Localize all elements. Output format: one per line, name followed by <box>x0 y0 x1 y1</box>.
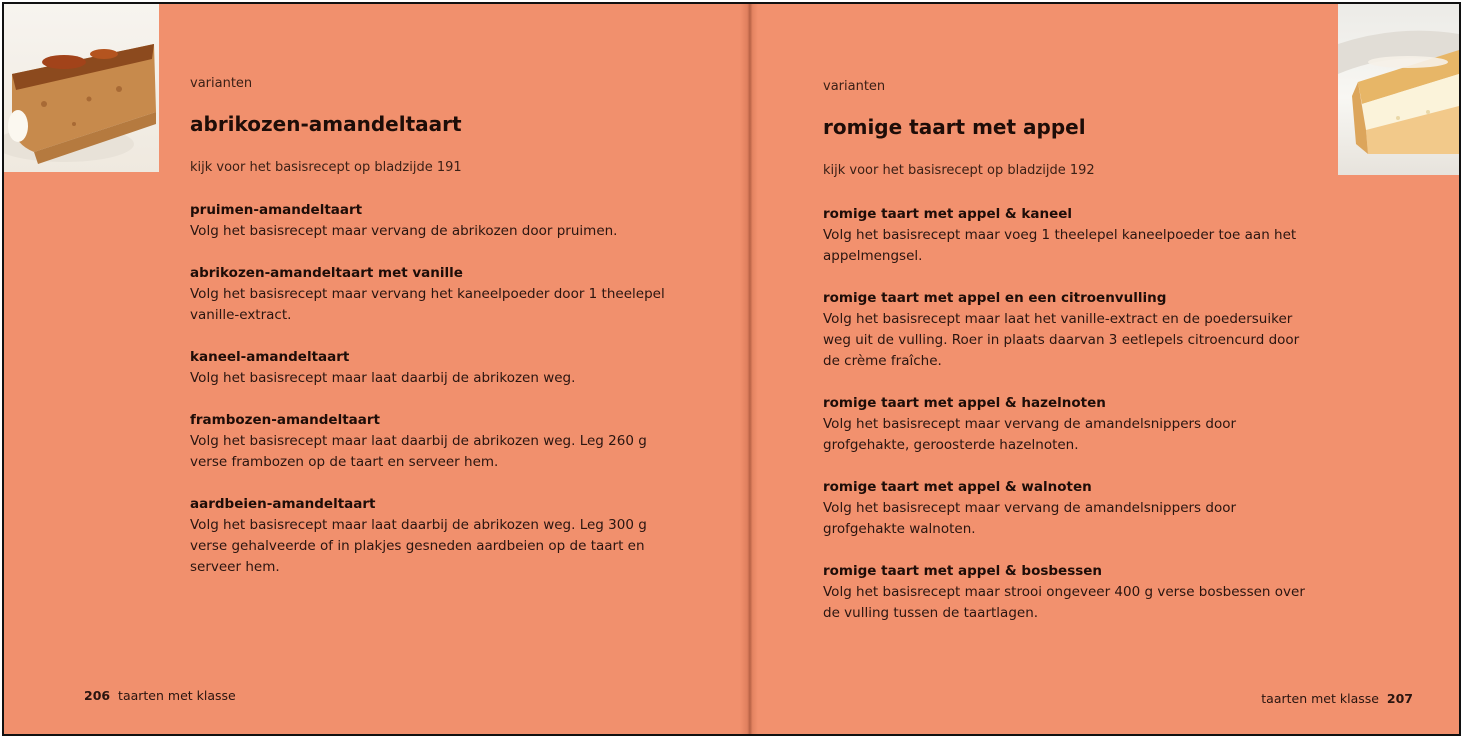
right-page-title: romige taart met appel <box>823 115 1086 139</box>
left-footer <box>84 688 236 703</box>
variant-title: romige taart met appel & hazelnoten <box>823 395 1106 411</box>
variant-title: romige taart met appel & kaneel <box>823 206 1073 222</box>
left-section-name: taarten met klasse <box>118 688 236 703</box>
variant-title: frambozen-amandeltaart <box>190 412 381 428</box>
right-variant-1 <box>823 204 1308 267</box>
right-variant-4 <box>823 477 1308 540</box>
variant-text: Volg het basisrecept maar laat daarbij de abrikozen weg. Leg 300 g verse gehalveerde of in plakjes gesneden aardbeien op de taart en serveer hem. <box>190 517 647 575</box>
right-variant-2 <box>823 288 1308 372</box>
right-page <box>748 4 1459 734</box>
tart-slice-image <box>4 4 159 172</box>
variant-title: abrikozen-amandeltaart met vanille <box>190 265 463 281</box>
left-eyebrow: varianten <box>190 76 253 91</box>
right-reference: kijk voor het basisrecept op bladzijde 192 <box>823 163 1095 178</box>
right-variant-5 <box>823 561 1308 624</box>
left-page-title: abrikozen-amandeltaart <box>190 112 462 136</box>
variant-title: romige taart met appel & bosbessen <box>823 563 1103 579</box>
variant-text: Volg het basisrecept maar laat het vanille-extract en de poedersuiker weg uit de vulling. Roer in plaats daarvan 3 eetlepels citroencurd door de crème fraîche. <box>823 311 1300 369</box>
left-page-number: 206 <box>84 688 111 703</box>
apricot-almond-tart-photo <box>4 4 159 172</box>
right-page-number: 207 <box>1386 691 1413 706</box>
variant-text: Volg het basisrecept maar vervang de amandelsnippers door grofgehakte walnoten. <box>823 500 1237 537</box>
variant-text: Volg het basisrecept maar voeg 1 theelepel kaneelpoeder toe aan het appelmengsel. <box>823 227 1297 264</box>
variant-title: aardbeien-amandeltaart <box>190 496 376 512</box>
left-page <box>4 4 748 734</box>
cream-apple-tart-photo <box>1338 4 1459 175</box>
right-section-name: taarten met klasse <box>1261 691 1379 706</box>
right-variant-3 <box>823 393 1308 456</box>
left-variant-1 <box>190 200 680 242</box>
left-reference: kijk voor het basisrecept op bladzijde 191 <box>190 160 462 175</box>
tart-slice-image <box>1338 4 1459 175</box>
left-variant-5 <box>190 494 680 578</box>
book-gutter <box>740 4 758 734</box>
variant-title: kaneel-amandeltaart <box>190 349 350 365</box>
variant-text: Volg het basisrecept maar laat daarbij de abrikozen weg. <box>190 370 576 386</box>
book-spread <box>2 2 1461 736</box>
variant-text: Volg het basisrecept maar vervang de abrikozen door pruimen. <box>190 223 618 239</box>
variant-text: Volg het basisrecept maar vervang de amandelsnippers door grofgehakte, geroosterde hazelnoten. <box>823 416 1237 453</box>
left-variant-2 <box>190 263 680 326</box>
variant-title: romige taart met appel & walnoten <box>823 479 1092 495</box>
variant-title: romige taart met appel en een citroenvulling <box>823 290 1167 306</box>
variant-title: pruimen-amandeltaart <box>190 202 363 218</box>
variant-text: Volg het basisrecept maar vervang het kaneelpoeder door 1 theelepel vanille-extract. <box>190 286 665 323</box>
left-variant-3 <box>190 347 680 389</box>
variant-text: Volg het basisrecept maar strooi ongeveer 400 g verse bosbessen over de vulling tussen de taartlagen. <box>823 584 1305 621</box>
variant-text: Volg het basisrecept maar laat daarbij de abrikozen weg. Leg 260 g verse frambozen op de taart en serveer hem. <box>190 433 647 470</box>
right-eyebrow: varianten <box>823 79 886 94</box>
right-footer <box>1261 691 1413 706</box>
left-variant-4 <box>190 410 680 473</box>
